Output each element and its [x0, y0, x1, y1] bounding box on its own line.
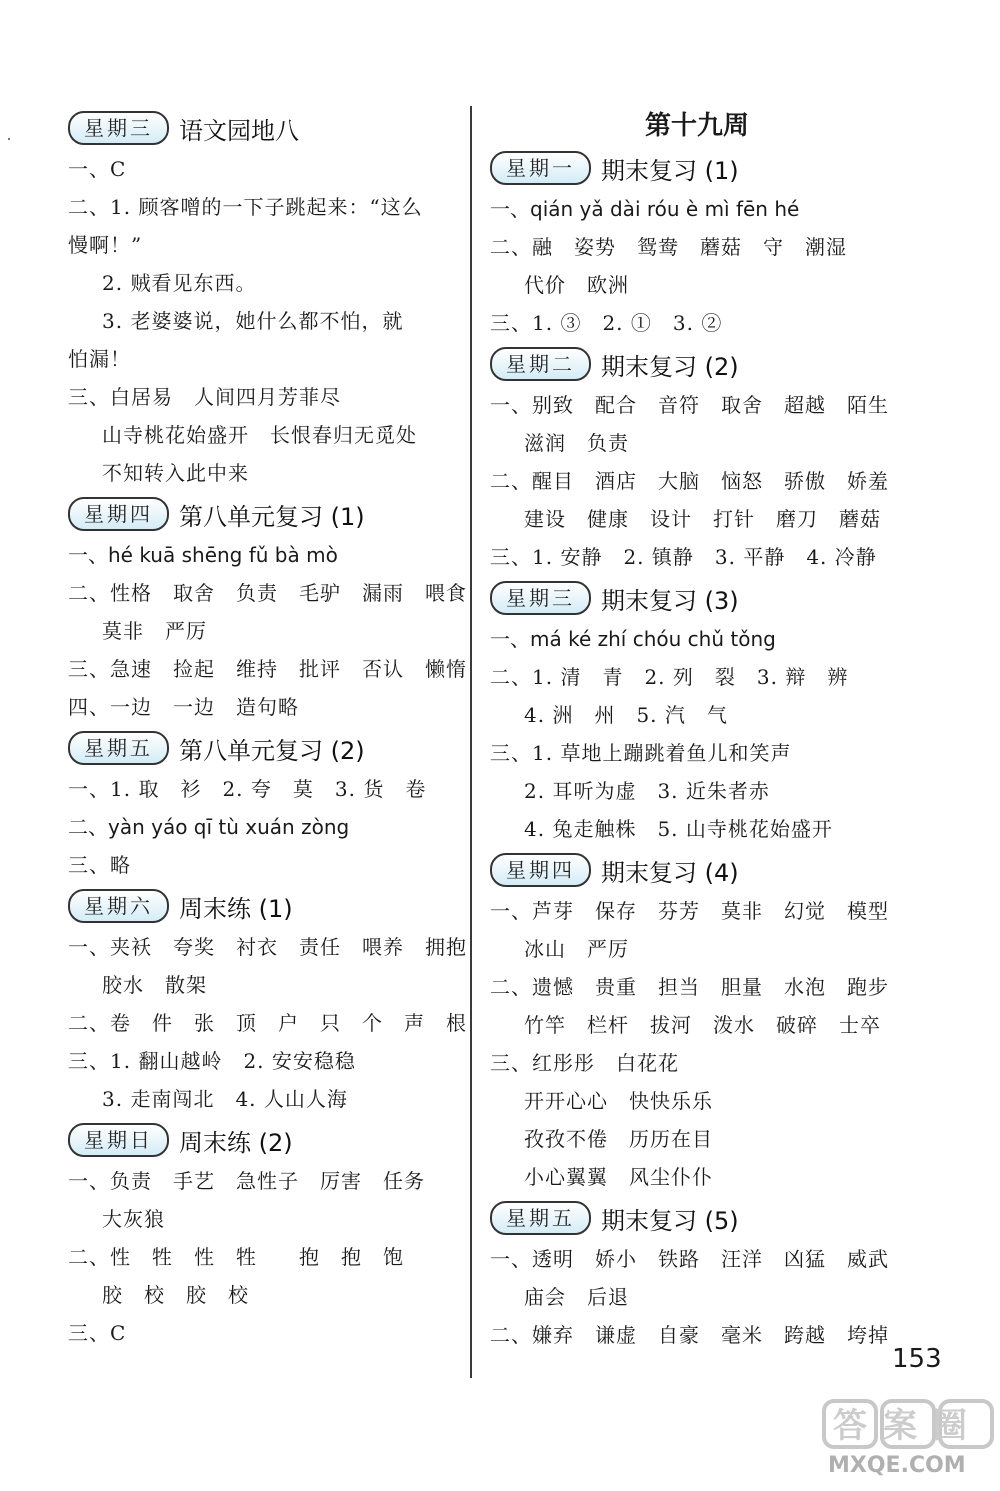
section-header [490, 850, 890, 890]
answer-line: 三、1. 翻山越岭 2. 安安稳稳 [68, 1049, 356, 1073]
answer-line: 代价 欧洲 [524, 273, 629, 297]
weekday-badge: 星期四 [490, 853, 591, 887]
answer-line: 冰山 严厉 [524, 937, 629, 961]
answer-line: 二、1. 清 青 2. 列 裂 3. 辩 辨 [490, 665, 849, 689]
section-header [68, 886, 458, 926]
answer-line: 一、夹袄 夸奖 衬衣 责任 喂养 拥抱 [68, 935, 467, 959]
answer-line: 孜孜不倦 历历在目 [524, 1127, 713, 1151]
answer-line: 一、透明 娇小 铁路 汪洋 凶猛 威武 [490, 1247, 889, 1271]
answer-line: 一、别致 配合 音符 取舍 超越 陌生 [490, 393, 889, 417]
column-divider [470, 106, 472, 1378]
answer-line: 三、白居易 人间四月芳菲尽 [68, 385, 341, 409]
answer-line: 三、急速 捡起 维持 批评 否认 懒惰 [68, 657, 467, 681]
answer-line: 二、醒目 酒店 大脑 恼怒 骄傲 娇羞 [490, 469, 889, 493]
section-title: 周末练 (2) [179, 1128, 293, 1157]
answer-line: 二、卷 件 张 顶 户 只 个 声 根 [68, 1011, 467, 1035]
answer-line: 三、1. ③ 2. ① 3. ② [490, 311, 723, 335]
answer-line: 开开心心 快快乐乐 [524, 1089, 713, 1113]
left-column [68, 106, 467, 1352]
section-header [490, 578, 890, 618]
answer-line: 4. 兔走触株 5. 山寺桃花始盛开 [524, 817, 833, 841]
section-header [68, 108, 458, 148]
svg-text:答案圈: 答案圈 [833, 1406, 983, 1446]
answer-line: 二、遗憾 贵重 担当 胆量 水泡 跑步 [490, 975, 889, 999]
answer-line: 小心翼翼 风尘仆仆 [524, 1165, 713, 1189]
right-column [490, 106, 890, 1354]
answer-line: 一、负责 手艺 急性子 厉害 任务 [68, 1169, 425, 1193]
weekday-badge: 星期五 [490, 1201, 591, 1235]
answer-line: 一、C [68, 157, 127, 181]
weekday-badge: 星期二 [490, 347, 591, 381]
answer-line: 三、C [68, 1321, 127, 1345]
answer-line: 三、红彤彤 白花花 [490, 1051, 679, 1075]
section-header [490, 344, 890, 384]
answer-line: 一、芦芽 保存 芬芳 莫非 幻觉 模型 [490, 899, 889, 923]
answer-line: 3. 老婆婆说，她什么都不怕，就 [102, 309, 404, 333]
answer-line: 4. 洲 州 5. 汽 气 [524, 703, 728, 727]
answer-line: 三、略 [68, 853, 131, 877]
section-title: 期末复习 (2) [601, 352, 739, 381]
week-title: 第十九周 [644, 111, 749, 141]
section-title: 周末练 (1) [179, 894, 293, 923]
answer-line: 胶水 散架 [102, 973, 207, 997]
answer-line: 一、qián yǎ dài róu è mì fēn hé [490, 197, 800, 221]
answer-line: 2. 耳听为虚 3. 近朱者赤 [524, 779, 770, 803]
weekday-badge: 星期四 [68, 497, 169, 531]
answer-line: 怕漏！ [68, 347, 131, 371]
answer-line: 不知转入此中来 [102, 461, 249, 485]
watermark [820, 1395, 995, 1485]
answer-line: 建设 健康 设计 打针 磨刀 蘑菇 [524, 507, 881, 531]
answer-line: 二、1. 顾客噌的一下子跳起来：“这么 [68, 195, 423, 219]
section-title: 期末复习 (4) [601, 858, 739, 887]
answer-line: 一、1. 取 衫 2. 夸 莫 3. 货 卷 [68, 777, 427, 801]
answer-line: 一、hé kuā shēng fǔ bà mò [68, 543, 338, 567]
watermark-logo [820, 1395, 995, 1453]
answer-line: 滋润 负责 [524, 431, 629, 455]
answer-line: 三、1. 草地上蹦跳着鱼儿和笑声 [490, 741, 792, 765]
scan-speck [8, 138, 10, 140]
page-number: 153 [892, 1344, 942, 1374]
answer-line: 山寺桃花始盛开 长恨春归无觅处 [102, 423, 417, 447]
section-header [68, 728, 458, 768]
answer-line: 大灰狼 [102, 1207, 165, 1231]
weekday-badge: 星期三 [490, 581, 591, 615]
answer-line: 莫非 严厉 [102, 619, 207, 643]
section-header [490, 1198, 890, 1238]
answer-line: 3. 走南闯北 4. 人山人海 [102, 1087, 348, 1111]
answer-line: 三、1. 安静 2. 镇静 3. 平静 4. 冷静 [490, 545, 877, 569]
section-title: 第八单元复习 (2) [179, 736, 365, 765]
section-title: 语文园地八 [179, 116, 299, 145]
section-title: 期末复习 (1) [601, 156, 739, 185]
weekday-badge: 星期三 [68, 111, 169, 145]
answer-line: 二、性 牲 性 牲 抱 抱 饱 [68, 1245, 404, 1269]
weekday-badge: 星期五 [68, 731, 169, 765]
answer-line: 2. 贼看见东西。 [102, 271, 257, 295]
weekday-badge: 星期六 [68, 889, 169, 923]
section-title: 期末复习 (5) [601, 1206, 739, 1235]
answer-line: 二、融 姿势 鸳鸯 蘑菇 守 潮湿 [490, 235, 847, 259]
section-title: 第八单元复习 (1) [179, 502, 365, 531]
answer-line: 二、嫌弃 谦虚 自豪 毫米 跨越 垮掉 [490, 1323, 889, 1347]
section-header [68, 494, 458, 534]
answer-line: 二、yàn yáo qī tù xuán zòng [68, 815, 350, 839]
answer-line: 胶 校 胶 校 [102, 1283, 249, 1307]
answer-line: 一、má ké zhí chóu chǔ tǒng [490, 627, 776, 651]
section-header [68, 1120, 458, 1160]
section-title: 期末复习 (3) [601, 586, 739, 615]
section-header [490, 148, 890, 188]
weekday-badge: 星期日 [68, 1123, 169, 1157]
answer-line: 慢啊！” [68, 233, 143, 257]
answer-line: 四、一边 一边 造句略 [68, 695, 299, 719]
answer-line: 竹竿 栏杆 拔河 泼水 破碎 士卒 [524, 1013, 881, 1037]
watermark-text: MXQE.COM [828, 1453, 966, 1478]
weekday-badge: 星期一 [490, 151, 591, 185]
answer-line: 二、性格 取舍 负责 毛驴 漏雨 喂食 [68, 581, 467, 605]
answer-line: 庙会 后退 [524, 1285, 629, 1309]
